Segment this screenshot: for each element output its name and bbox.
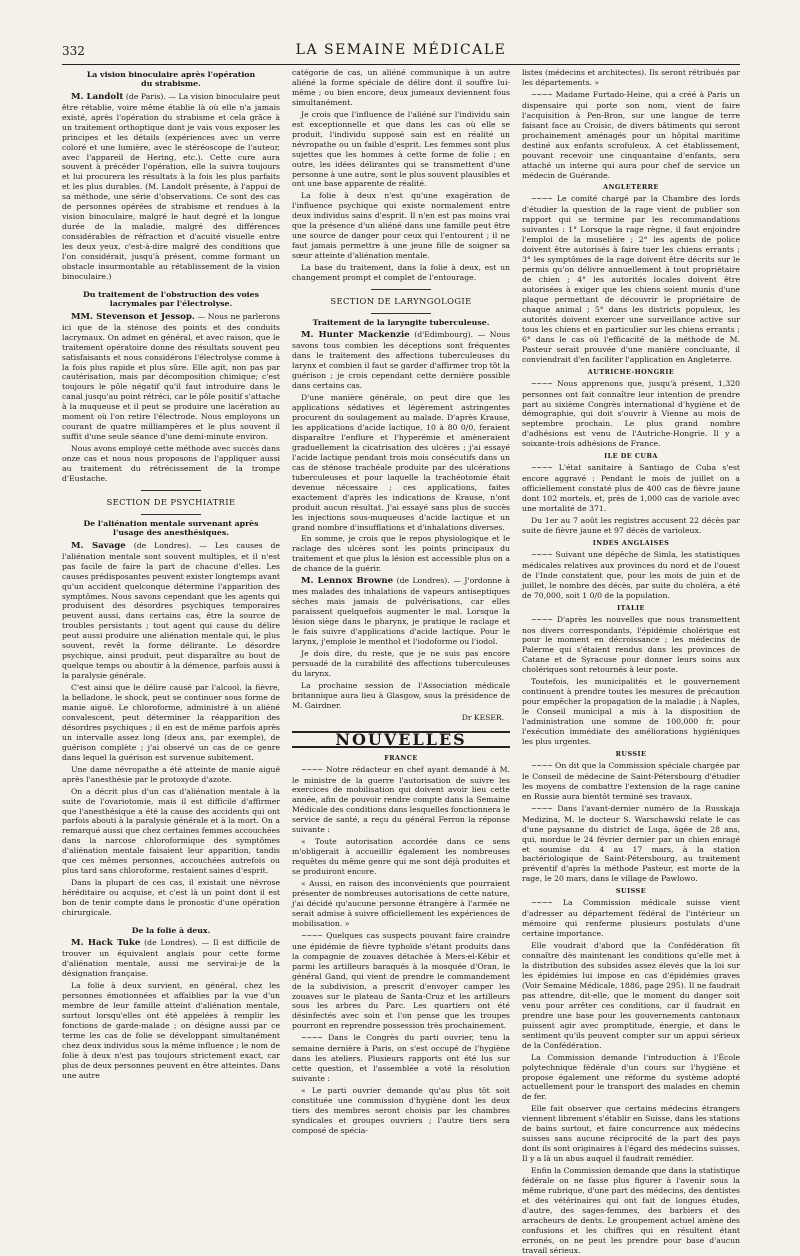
divider: [371, 313, 431, 314]
author-name: M. Savage: [71, 540, 126, 551]
country-heading-italie: ITALIE: [617, 603, 645, 612]
article-paragraph: D'une manière générale, on peut dire que les applications sédatives et légèrement astringentes procurent du soulagement au malade. D'après Krause, les applications d'acide lactique, 10 à 80 0/0, feraient disparaître l'enflure et l'hyperémie et amèneraient graduellement la cicatrisation des ulcères ; j'ai essayé l'acide lactique pendant trois mois consécutifs dans un cas de sténose trachéale produite par des ulcérations tuberculeuses et pour laquelle la trachéotomie était devenue nécessaire ; ces applications, faites exactement d'après les indications de Krause, n'ont produit aucun résultat. J'ai essayé sans plus de succès les injections sous-muqueuses d'acide lactique et un grand nombre d'insufflations et d'inhalations diverses.: [292, 393, 510, 532]
page-number: 332: [62, 44, 85, 58]
news-item: Elle fait observer que certains médecins étrangers viennent librement s'établir en Suisse, dans les stations de bains surtout, et faire concurrence aux médecins suisses sans aucune réciprocité de la part des pays dont ils sont originaires à l'égard des médecins suisses. Il y a là un abus auquel il faudrait remédier.: [522, 1104, 740, 1164]
article-paragraph: Nous avons employé cette méthode avec succès dans onze cas et nous nous proposons de l'appliquer aussi au traitement du rétrécissement de la trompe d'Eustache.: [62, 444, 280, 483]
news-item: Elle voudrait d'abord que la Confédération fît connaître dès maintenant les conditions qu'elle met à la distribution des subsides assez élevés que la loi sur les épidémies lui impose en cas d'épidémies graves (Voir Semaine Médicale, 1886, page 295). Il ne faudrait pas attendre, dit-elle, que le moment du danger soit venu pour arrêter ces conditions, car il faudrait en prendre une base pour les gouvernements cantonaux puissent agir avec promptitude, énergie, et dans le sentiment qu'ils peuvent compter sur un appui sérieux de la Confédération.: [522, 941, 740, 1050]
news-item: Enfin la Commission demande que dans la statistique fédérale on ne fasse plus figurer à l'avenir sous la même rubrique, d'une part des médecins, des dentistes et des vétérinaires qui ont fait de longues études, d'autre, des sages-femmes, des barbiers et des arracheurs de dents. Le groupement actuel amène des confusions et les chiffres qui en résultent étant erronés, on ne peut les prendre pour base d'aucun travail sérieux.: [522, 1166, 740, 1255]
page-header: [62, 42, 740, 65]
column-left: [62, 68, 280, 1108]
column-right: [522, 68, 740, 1255]
country-heading-suisse: SUISSE: [615, 887, 647, 896]
news-item: ~~~~ On dit que la Commission spéciale chargée par le Conseil de médecine de Saint-Pétersbourg d'étudier les moyens de combattre l'extension de la rage canine en Russie aura bientôt terminé ses travaux.: [522, 760, 740, 801]
ornament-icon: ~~~~: [531, 899, 553, 908]
news-item: ~~~~ Nous apprenons que, jusqu'à présent, 1,320 personnes ont fait connaître leur intention de prendre part au sixième Congrès international d'hygiène et de démographie, qui doit s'ouvrir à Vienne au mois de septembre prochain. Le plus grand nombre d'adhésions est venu de l'Autriche-Hongrie. Il y a soixante-trois adhésions de France.: [522, 378, 740, 449]
article-paragraph: M. Hack Tuke (de Londres). — Il est difficile de trouver un équivalent anglais pour cette forme d'aliénation mentale, aussi me servirai-je de la désignation française.: [62, 938, 280, 979]
news-item: ~~~~ La Commission médicale suisse vient d'adresser au département fédéral de l'intérieur un mémoire qui renferme plusieurs postulats d'une certaine importance.: [522, 898, 740, 939]
ornament-icon: ~~~~: [531, 195, 553, 204]
article-paragraph: M. Landolt (de Paris). — La vision binoculaire peut être rétablie, voire même établie là où elle n'a jamais existé, après l'opération du strabisme et cela grâce à un traitement orthoptique dont je vais vous exposer les principes et les détails (expériences avec un verre coloré et une lumière, avec le stéréoscope de l'auteur, avec l'appareil de Hering, etc.). Cette cure aura souvent à précéder l'opération, elle la suivra toujours et lui procurera les résultats à la fois les plus parfaits et les plus durables. (M. Landolt présente, à l'appui de sa méthode, une série d'observations. Ce sont des cas de personnes opérées de strabisme et rendues à la vision binoculaire, malgré le haut degré et la longue durée de la maladie, malgré des différences considérables de réfraction et d'acuité visuelle entre les deux yeux, c'est-à-dire malgré des conditions que l'on considérait, jusqu'à présent, comme formant un obstacle insurmontable au rétablissement de la vision binoculaire.): [62, 91, 280, 281]
article-paragraph: La folie à deux survient, en général, chez les personnes émotionnées et affaiblies par la vue d'un membre de leur famille atteint d'aliénation mentale, surtout lorsqu'elles ont été appelées à remplir les fonctions de garde-malade ; on désigne aussi par ce terme les cas de folie se développant simultanément chez deux individus sous la même influence ; le nom de folie à deux n'est pas toujours strictement exact, car plus de deux personnes peuvent en être atteintes. Dans une autre: [62, 981, 280, 1080]
article-paragraph: La base du traitement, dans la folie à deux, est un changement prompt et complet de l'entourage.: [292, 263, 510, 283]
ornament-icon: ~~~~: [531, 550, 553, 559]
ornament-icon: ~~~~: [531, 464, 553, 473]
news-item: ~~~~ Madame Furtado-Heine, qui a créé à Paris un dispensaire qui porte son nom, vient de faire l'acquisition à Pen-Bron, sur une langue de terre faisant face au Croisic, de divers bâtiments qui seront prochainement aménagés pour un hôpital maritime destiné aux enfants scrofuleux. A cet établissement, pouvant recevoir une cinquantaine d'enfants, sera attaché un interne qui aura pour chef de service un médecin de Guérande.: [522, 89, 740, 180]
news-heading: NOUVELLES: [292, 731, 510, 748]
ornament-icon: ~~~~: [301, 931, 323, 940]
article-paragraph: catégorie de cas, un aliéné communique à un autre aliéné la forme spéciale de délire dont il souffre lui-même ; ou bien encore, deux jumeaux deviennent fous simultanément.: [292, 68, 510, 107]
news-item: La Commission demande l'introduction à l'École polytechnique fédérale d'un cours sur l'hygiène et propose également une réforme du système adopté actuellement pour le transport des malades en chemin de fer.: [522, 1052, 740, 1102]
news-item: « Aussi, en raison des inconvénients que pourraient présenter de nombreuses autorisations de cette nature, j'ai décidé qu'aucune personne étrangère à l'armée ne serait admise à suivre officiellement les expériences de mobilisation. »: [292, 879, 510, 928]
signature: Dr KESER.: [461, 712, 504, 722]
article-paragraph: Dans la plupart de ces cas, il existait une névrose héréditaire ou acquise, et c'est là un point dont il est bon de tenir compte dans le pronostic d'une opération chirurgicale.: [62, 878, 280, 918]
ornament-icon: ~~~~: [531, 379, 553, 388]
ornament-icon: ~~~~: [531, 761, 553, 770]
ornament-icon: ~~~~: [531, 90, 553, 99]
country-heading-autriche: AUTRICHE-HONGRIE: [587, 367, 675, 376]
news-item: Du 1er au 7 août les registres accusent 22 décès par suite de fièvre jaune et 97 décès de varioleux.: [522, 515, 740, 535]
article-paragraph: M. Lennox Browne (de Londres). — J'ordonne à mes malades des inhalations de vapeurs antiseptiques sèches mais jamais de pulvérisations, car elles paraissent quelquefois augmenter le mal. Lorsque la lésion siège dans le pharynx, je pratique le raclage et le fais suivre d'applications d'acide lactique. Pour le larynx, j'emploie le menthol et l'iodoforme ou l'iodol.: [292, 576, 510, 647]
news-item: ~~~~ Notre rédacteur en chef ayant demandé à M. le ministre de la guerre l'autorisation de suivre les exercices de mobilisation qui doivent avoir lieu cette année, afin de pouvoir rendre compte dans la Semaine Médicale des conditions dans lesquelles fonctionnera le service de santé, a reçu du général Ferron la réponse suivante :: [292, 764, 510, 835]
article-title-lacrymal: Du traitement de l'obstruction des voies lacrymales par l'électrolyse.: [83, 289, 259, 309]
divider: [141, 490, 201, 491]
news-item: ~~~~ Dans le Congrès du parti ouvrier, tenu la semaine dernière à Paris, on s'est occupé de l'hygiène dans les ateliers. Plusieurs rapports ont été lus sur cette question, et l'assemblée a voté la résolution suivante :: [292, 1033, 510, 1084]
country-heading-france: FRANCE: [384, 753, 418, 762]
article-paragraph: La prochaine session de l'Association médicale britannique aura lieu à Glasgow, sous la présidence de M. Gairdner.: [292, 680, 510, 710]
article-paragraph: En somme, je crois que le repos physiologique et le raclage des ulcères sont les points principaux du traitement et que plus la lésion est accessible plus on a de chance de la guérir.: [292, 534, 510, 574]
article-paragraph: Je crois que l'influence de l'aliéné sur l'individu sain est exceptionnelle et que dans les cas où elle se produit, l'individu supposé sain est en réalité un névropathe ou un faible d'esprit. Les femmes sont plus sujettes que les hommes à cette forme de folie ; en outre, les idées délirantes qui se transmettent d'une personne à une autre, sont le plus souvent plausibles et ont une base apparente de réalité.: [292, 109, 510, 189]
news-item: listes (médecins et architectes). Ils seront rétribués par les départements. »: [522, 68, 740, 87]
country-heading-russie: RUSSIE: [615, 749, 647, 758]
author-name: M. Hack Tuke: [71, 938, 141, 949]
article-title-alienation: De l'aliénation mentale survenant après l'usage des anesthésiques.: [83, 518, 259, 538]
news-item: « Toute autorisation accordée dans ce sens m'obligerait à accueillir également les nombreuses requêtes du même genre qui me sont déjà produites et se produiront encore.: [292, 837, 510, 877]
divider: [141, 514, 201, 515]
divider: [371, 289, 431, 290]
news-item: Toutefois, les municipalités et le gouvernement continuent à prendre toutes les mesures de précaution pour empêcher la propagation de la maladie ; à Naples, le Conseil municipal a mis à la disposition de l'administration une somme de 100,000 fr. pour l'exécution immédiate des améliorations hygiéniques les plus urgentes.: [522, 677, 740, 746]
ornament-icon: ~~~~: [301, 765, 323, 774]
news-item: ~~~~ Quelques cas suspects pouvant faire craindre une épidémie de fièvre typhoïde s'étant produits dans la compagnie de zouaves détachée à Mers-el-Kébir et parmi les artilleurs baraqués à la mosquée d'Oran, le général Gand, qui vient de prendre le commandement de la subdivision, a prescrit d'envoyer camper les zouaves sur le plateau de Santa-Cruz et les artilleurs sous les arbres du Parc. Les quartiers ont été désinfectés avec soin et l'on pense que les troupes pourront en reprendre possession très prochainement.: [292, 930, 510, 1031]
article-paragraph: MM. Stevenson et Jessop. — Nous ne parlerons ici que de la sténose des points et des conduits lacrymaux. On admet en général, et avec raison, que le traitement opératoire donne des résultats souvent peu satisfaisants et nous considérons l'électrolyse comme à la fois plus rapide et plus sûre. Elle agit, non pas par cautérisation, mais par décomposition chimique; c'est toujours le pôle négatif qu'il faut introduire dans le canal jusqu'au point rétréci, car le pôle positif s'attache à la muqueuse et il peut se produire une lacération au moment où l'on retire l'électrode. Nous employons un courant de quatre milliampères et le plus souvent il suffit d'une seule séance d'une demi-minute environ.: [62, 311, 280, 442]
section-title-laryngologie: SECTION DE LARYNGOLOGIE: [330, 296, 472, 307]
article-title-laryngite: Traitement de la laryngite tuberculeuse.: [312, 318, 490, 328]
running-title: LA SEMAINE MÉDICALE: [295, 42, 507, 58]
article-paragraph: M. Hunter Mackenzie (d'Edimbourg). — Nous savons tous combien les déceptions sont fréquentes dans le traitement des affections tuberculeuses du larynx et combien il faut se garder d'affirmer trop tôt la guérison ; je crois cependant cette dernière possible dans certains cas.: [292, 330, 510, 391]
article-paragraph: On a décrit plus d'un cas d'aliénation mentale à la suite de l'ovariotomie, mais il est difficile d'affirmer que l'anesthésique a été la cause des accidents qui ont parfois abouti à la paralysie générale et à la mort. On a remarqué aussi que chez certaines femmes accouchées dans la narcose chloroformique des symptômes d'aliénation mentale faisaient leur apparition, tandis que ces mêmes personnes, accouchées autrefois ou plus tard sans chloroforme, restaient saines d'esprit.: [62, 786, 280, 876]
author-name: M. Landolt: [71, 91, 124, 102]
article-title-folie: De la folie à deux.: [131, 926, 211, 936]
news-item: ~~~~ Le comité chargé par la Chambre des lords d'étudier la question de la rage vient de publier son rapport qui se termine par les recommandations suivantes : 1° Lorsque la rage règne, il faut enjoindre l'emploi de la muselière ; 2° les agents de police doivent être autorisés à faire tuer les chiens errants ; 3° les symptômes de la rage doivent être décrits sur le permis qu'on délivre annuellement à tout propriétaire de chien ; 4° les autorités locales doivent être autorisées à exiger que les chiens soient munis d'une plaque permettant de découvrir le propriétaire de chaque animal ; 5° dans les districts populeux, les autorités doivent exercer une surveillance active sur tous les chiens et en particulier sur les chiens errants ; 6° dans le cas où l'efficacité de la méthode de M. Pasteur serait prouvée d'une manière concluante, il conviendrait d'en faciliter l'application en Angleterre.: [522, 194, 740, 364]
column-middle: [292, 68, 510, 1135]
article-paragraph: C'est ainsi que le délire causé par l'alcool, la fièvre, la belladone, le shock, peut se continuer sous forme de manie aiguë. Le chloroforme, administré à un aliéné convalescent, peut déterminer la réapparition des désordres psychiques ; il en est de même parfois après un intervalle assez long (deux ans, par exemple), de guérison complète ; j'ai observé un cas de ce genre dans lequel la guérison est survenue subitement.: [62, 683, 280, 762]
news-item: ~~~~ L'état sanitaire à Santiago de Cuba s'est encore aggravé : Pendant le mois de juillet on a officiellement constaté plus de 400 cas de fièvre jaune dont 102 mortels, et, près de 1,000 cas de variole avec une mortalité de 371.: [522, 463, 740, 514]
author-name: M. Hunter Mackenzie: [301, 330, 410, 341]
news-item: « Le parti ouvrier demande qu'au plus tôt soit constituée une commission d'hygiène dont les deux tiers des membres seront choisis par les chambres syndicales et groupes ouvriers ; l'autre tiers sera composé de spécia-: [292, 1086, 510, 1135]
ornament-icon: ~~~~: [301, 1034, 323, 1043]
country-heading-angleterre: ANGLETERRE: [603, 183, 659, 192]
news-item: ~~~~ D'après les nouvelles que nous transmettent nos divers correspondants, l'épidémie cholérique est pour le moment en décroissance ; les médecins de Palerme qui s'étaient rendus dans les provinces de Catane et de Syracuse pour donner leurs soins aux cholériques sont retournés à leur poste.: [522, 614, 740, 675]
article-paragraph: La folie à deux n'est qu'une exagération de l'influence psychique qui existe normalement entre deux individus sains d'esprit. Il n'en est pas moins vrai que la présence d'un aliéné dans une famille peut être une source de danger pour ceux qui l'entourent ; il ne faut jamais permettre à une jeune fille de soigner sa sœur atteinte d'aliénation mentale.: [292, 191, 510, 261]
section-title-psychiatrie: SECTION DE PSYCHIATRIE: [106, 496, 236, 507]
article-paragraph: Je dois dire, du reste, que je ne suis pas encore persuadé de la curabilité des affections tuberculeuses du larynx.: [292, 648, 510, 678]
article-paragraph: Une dame névropathe a été atteinte de manie aiguë après l'anesthésie par le protoxyde d'azote.: [62, 764, 280, 784]
news-item: ~~~~ Dans l'avant-dernier numéro de la Russkaja Medizina, M. le docteur S. Warschawski relate le cas d'une paysanne du district de Luga, âgée de 28 ans, qui, mordue le 24 février dernier par un chien enragé et soumise du 4 au 17 mars, à la station bactériologique de Saint-Pétersbourg, au traitement préventif d'après la méthode Pasteur, est morte de la rage, le 20 mars, dans le village de Pawlowo.: [522, 803, 740, 884]
ornament-icon: ~~~~: [531, 615, 553, 624]
ornament-icon: ~~~~: [531, 804, 553, 813]
country-heading-cuba: ILE DE CUBA: [604, 452, 658, 461]
author-name: MM. Stevenson et Jessop.: [71, 311, 195, 322]
article-paragraph: M. Savage (de Londres). — Les causes de l'aliénation mentale sont souvent multiples, et il n'est pas facile de faire la part de chacune d'elles. Les causes prédisposantes peuvent exister longtemps avant qu'un accident quelconque détermine l'apparition des symptômes. Nous savons cependant que les agents qui produisent des désordres psychiques temporaires peuvent aussi, dans certains cas, être la source de troubles persistants ; tout agent qui cause du délire peut aussi produire une aliénation mentale qui, le plus souvent, revêt la forme délirante. Le désordre psychique, ainsi produit, peut disparaître au bout de quelque temps ou aboutir à la démence, parfois aussi à la paralysie générale.: [62, 540, 280, 681]
author-name: M. Lennox Browne: [301, 576, 394, 587]
news-item: ~~~~ Suivant une dépêche de Simla, les statistiques médicales relatives aux provinces du nord et de l'ouest de l'Inde constatent que, pour les mois de juin et de juillet, le nombre des décès, par suite du choléra, a été de 70,000, soit 1 0/0 de la population.: [522, 549, 740, 600]
country-heading-indes: INDES ANGLAISES: [592, 538, 670, 547]
article-title-vision: La vision binoculaire après l'opération du strabisme.: [86, 70, 256, 89]
